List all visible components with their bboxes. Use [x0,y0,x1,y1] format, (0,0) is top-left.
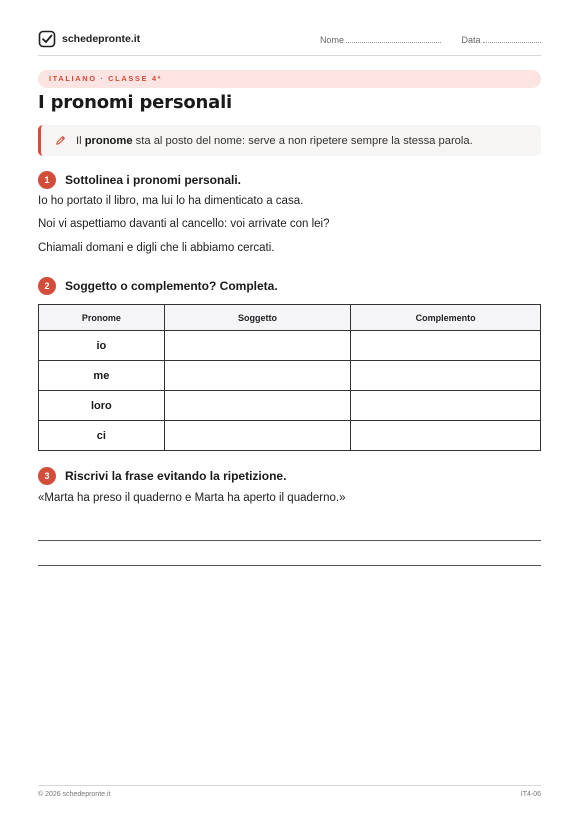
checkbox-logo-icon [38,30,56,48]
exercise-2-heading [38,277,278,295]
answer-line-2[interactable] [38,565,541,566]
step-badge: 1 [38,171,56,189]
column-header-pronome: Pronome [39,305,165,331]
name-blank[interactable] [346,34,441,43]
page-title: I pronomi personali [38,92,233,113]
column-header-soggetto: Soggetto [164,305,351,331]
pronoun-table [38,304,541,451]
sentence-3[interactable]: Chiamali domani e digli che li abbiamo cercati. [38,242,275,254]
pronoun-cell: ci [39,421,165,451]
brand-logo [38,30,140,48]
name-label: Nome [319,35,344,45]
table-row [39,421,541,451]
pronoun-cell: loro [39,391,165,421]
callout-prefix: Il [76,134,82,147]
date-blank[interactable] [483,34,541,43]
answer-line-1[interactable] [38,540,541,541]
table-row [39,391,541,421]
student-fields [320,34,541,45]
callout-rest: sta al posto del nome: serve a non ripetere sempre la stessa parola. [135,134,473,147]
page-header [38,30,541,56]
page-footer [38,785,541,798]
name-field[interactable] [320,34,442,45]
soggetto-answer-cell[interactable] [164,361,351,391]
copyright-text: © 2026 schedepronte.it [38,791,111,798]
complemento-answer-cell[interactable] [351,391,541,421]
sheet-code: IT4-06 [520,791,541,798]
complemento-answer-cell[interactable] [351,421,541,451]
exercise-3-heading [38,467,286,485]
soggetto-answer-cell[interactable] [164,421,351,451]
table-header-row [39,305,541,331]
table-row [39,361,541,391]
subject-tag: ITALIANO · CLASSE 4ª [38,70,541,88]
pencil-icon [55,135,66,146]
exercise-title: Riscrivi la frase evitando la ripetizione. [65,469,287,483]
table-row [39,331,541,361]
callout-keyword: pronome [84,134,133,147]
pronoun-cell: io [39,331,165,361]
exercise-1-heading [38,171,241,189]
exercise-title: Soggetto o complemento? Completa. [65,279,278,293]
logo-text: schedepronte.it [62,33,141,45]
step-badge: 3 [38,467,56,485]
date-field[interactable] [461,34,541,45]
sentence-1[interactable]: Io ho portato il libro, ma lui lo ha dimenticato a casa. [38,195,304,207]
column-header-complemento: Complemento [351,305,541,331]
quote-sentence: «Marta ha preso il quaderno e Marta ha aperto il quaderno.» [38,492,346,504]
callout-text [76,135,473,147]
complemento-answer-cell[interactable] [351,361,541,391]
date-label: Data [461,35,481,45]
sentence-2[interactable]: Noi vi aspettiamo davanti al cancello: voi arrivate con lei? [38,218,330,230]
soggetto-answer-cell[interactable] [164,391,351,421]
definition-callout [38,125,541,156]
step-badge: 2 [38,277,56,295]
exercise-title: Sottolinea i pronomi personali. [65,173,242,187]
pronoun-cell: me [39,361,165,391]
complemento-answer-cell[interactable] [351,331,541,361]
soggetto-answer-cell[interactable] [164,331,351,361]
